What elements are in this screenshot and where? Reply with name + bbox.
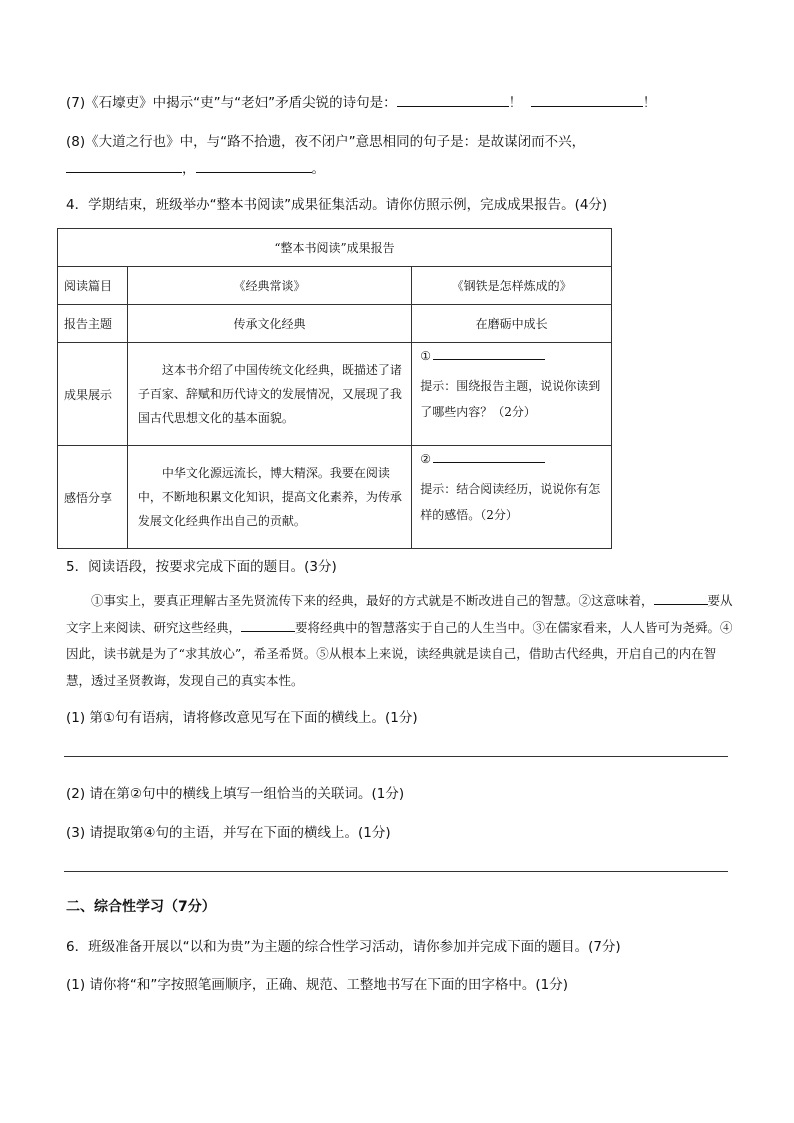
item-8-text: (8)《大道之行也》中，与“路不拾遗，夜不闭户”意思相同的句子是：是故谋闭而不兴， bbox=[66, 134, 586, 150]
slot-2-blank[interactable] bbox=[433, 450, 545, 463]
passage-part-1: ①事实上，要真正理解古圣先贤流传下来的经典，最好的方式就是不断改进自己的智慧。②这意味着， bbox=[91, 593, 654, 608]
passage-part-3: 要将经典中的智慧落实于自己的人生当中。③在儒家看来，人人皆可为尧舜。④因此，读书就是为了“求其放心”，希圣希贤。⑤从根本上来说，读经典就是读自己，借助古代经典，开启自己的内在智慧，透过圣贤教诲，发现自己的真实本性。 bbox=[66, 619, 733, 688]
slot-2-line bbox=[420, 450, 611, 466]
slot-1-line bbox=[420, 347, 611, 363]
slot-1-hint: 提示：围绕报告主题，说说你读到了哪些内容？（2分） bbox=[420, 379, 601, 419]
passage-blank-2[interactable] bbox=[241, 618, 295, 632]
book-b: 《钢铁是怎样炼成的》 bbox=[412, 267, 612, 305]
item-8-end: 。 bbox=[311, 161, 325, 177]
report-table-title: “整本书阅读”成果报告 bbox=[58, 229, 612, 267]
question-5-prompt: 5．阅读语段，按要求完成下面的题目。(3分) bbox=[66, 559, 337, 575]
answer-line-5-1[interactable] bbox=[64, 756, 728, 757]
row-label-insight: 感悟分享 bbox=[58, 446, 128, 549]
report-table bbox=[57, 228, 612, 549]
slot-1-marker: ① bbox=[420, 349, 431, 363]
answer-blank-8b[interactable] bbox=[196, 158, 312, 173]
row-label-book: 阅读篇目 bbox=[58, 267, 128, 305]
row-label-result: 成果展示 bbox=[58, 343, 128, 446]
question-4-prompt: 4．学期结束，班级举办“整本书阅读”成果征集活动。请你仿照示例，完成成果报告。(4分) bbox=[66, 197, 608, 213]
slot-1-blank[interactable] bbox=[433, 347, 545, 360]
item-7-text: (7)《石壕吏》中揭示“吏”与“老妇”矛盾尖锐的诗句是： bbox=[66, 95, 397, 111]
answer-line-5-3[interactable] bbox=[64, 871, 728, 872]
result-a-cell bbox=[127, 343, 411, 446]
section-2-title: 二、综合性学习（7分） bbox=[66, 899, 216, 915]
answer-blank-7a[interactable] bbox=[397, 92, 509, 107]
question-5-sub-3: (3) 请提取第④句的主语，并写在下面的横线上。(1分) bbox=[66, 825, 391, 841]
question-6-prompt: 6．班级准备开展以“以和为贵”为主题的综合性学习活动，请你参加并完成下面的题目。(7分) bbox=[66, 939, 621, 955]
slot-2-marker: ② bbox=[420, 452, 431, 466]
item-8-sep: ， bbox=[182, 161, 196, 177]
row-label-theme: 报告主题 bbox=[58, 305, 128, 343]
theme-b: 在磨砺中成长 bbox=[412, 305, 612, 343]
question-3-item-7 bbox=[66, 91, 656, 111]
item-7-mark-2: ！ bbox=[642, 95, 657, 111]
question-5-sub-2: (2) 请在第②句中的横线上填写一组恰当的关联词。(1分) bbox=[66, 786, 405, 802]
passage-blank-1[interactable] bbox=[654, 591, 708, 605]
result-b-cell bbox=[412, 343, 612, 446]
question-5-passage bbox=[66, 588, 736, 694]
passage-part-2: 要从文字上来阅读、研究这些经典， bbox=[66, 593, 733, 635]
question-3-item-8 bbox=[66, 130, 585, 150]
question-5-sub-1: (1) 第①句有语病，请将修改意见写在下面的横线上。(1分) bbox=[66, 710, 418, 726]
book-a: 《经典常谈》 bbox=[127, 267, 411, 305]
question-6-sub-1: (1) 请你将“和”字按照笔画顺序，正确、规范、工整地书写在下面的田字格中。(1分) bbox=[66, 977, 569, 993]
question-3-item-8-blanks bbox=[66, 157, 325, 177]
answer-blank-7b[interactable] bbox=[531, 92, 643, 107]
slot-2-hint: 提示：结合阅读经历，说说你有怎样的感悟。（2分） bbox=[420, 482, 601, 522]
result-a-text: 这本书介绍了中国传统文化经典，既描述了诸子百家、辞赋和历代诗文的发展情况，又展现了我国古代思想文化的基本面貌。 bbox=[137, 363, 402, 425]
insight-a-cell bbox=[127, 446, 411, 549]
answer-blank-8a[interactable] bbox=[66, 158, 182, 173]
insight-b-cell bbox=[412, 446, 612, 549]
insight-a-text: 中华文化源远流长，博大精深。我要在阅读中，不断地积累文化知识，提高文化素养，为传承发展文化经典作出自己的贡献。 bbox=[137, 466, 402, 528]
theme-a: 传承文化经典 bbox=[127, 305, 411, 343]
item-7-mark-1: ！ bbox=[508, 95, 523, 111]
